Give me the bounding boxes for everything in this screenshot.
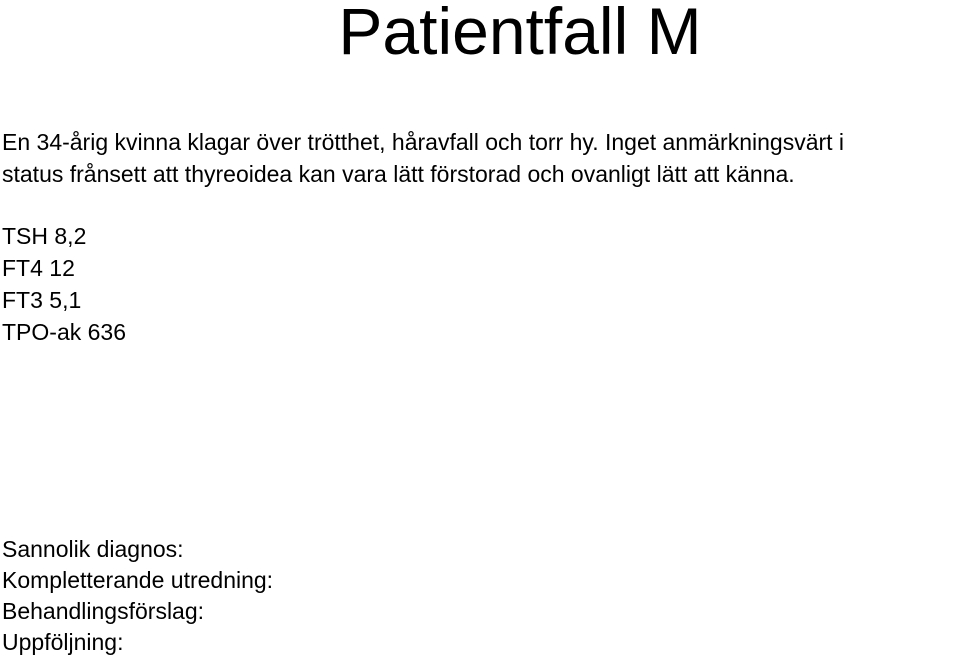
lab-result-ft4: FT4 12: [2, 255, 75, 281]
question-sections: [2, 534, 273, 658]
case-description-line-1: En 34-årig kvinna klagar över trötthet, håravfall och torr hy. Inget anmärkningsvärt i: [2, 129, 845, 155]
section-follow-up: Uppföljning:: [2, 629, 124, 655]
section-further-investigation: Kompletterande utredning:: [2, 567, 274, 593]
case-description-line-2: status frånsett att thyreoidea kan vara lätt förstorad och ovanligt lätt att känna.: [2, 161, 795, 187]
page-title: Patientfall M: [338, 0, 702, 68]
section-likely-diagnosis: Sannolik diagnos:: [2, 536, 184, 562]
lab-result-tpo-ak: TPO-ak 636: [2, 319, 126, 345]
lab-result-ft3: FT3 5,1: [2, 287, 82, 313]
case-description: [2, 126, 844, 190]
lab-result-tsh: TSH 8,2: [2, 223, 87, 249]
section-treatment-proposal: Behandlingsförslag:: [2, 598, 205, 624]
lab-results-list: [2, 220, 126, 348]
